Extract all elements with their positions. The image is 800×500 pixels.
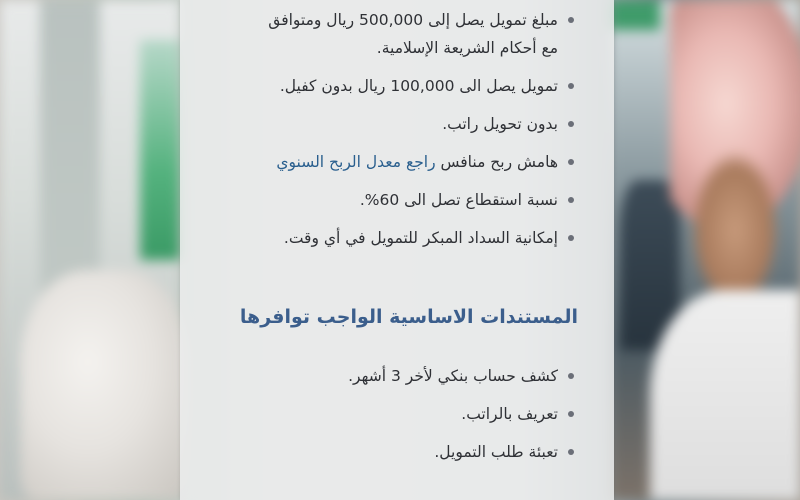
- list-item: [434, 442, 574, 462]
- list-item: [348, 366, 574, 386]
- list-item-text: نسبة استقطاع تصل الى 60%.: [359, 191, 558, 209]
- bullet-icon: [568, 121, 574, 127]
- card-content: [180, 0, 614, 500]
- bullet-icon: [568, 159, 574, 165]
- documents-section-title: المستندات الاساسية الواجب توافرها: [239, 306, 578, 328]
- bullet-icon: [568, 197, 574, 203]
- list-item: [284, 228, 574, 248]
- list-item-text: إمكانية السداد المبكر للتمويل في أي وقت.: [283, 229, 558, 247]
- bullet-icon: [568, 373, 574, 379]
- bullet-icon: [568, 83, 574, 89]
- list-item-text: بدون تحويل راتب.: [442, 115, 558, 133]
- list-item-text: مبلغ تمويل يصل إلى 500,000 ريال ومتوافق: [268, 11, 558, 29]
- list-item: [360, 190, 574, 210]
- list-item-text: كشف حساب بنكي لأخر 3 أشهر.: [348, 367, 558, 385]
- list-item-text: تمويل يصل الى 100,000 ريال بدون كفيل.: [279, 77, 558, 95]
- bullet-icon: [568, 235, 574, 241]
- list-item: [280, 76, 574, 96]
- background-right-green-sign: [610, 0, 660, 30]
- annual-profit-rate-link[interactable]: راجع معدل الربح السنوي: [276, 153, 436, 171]
- list-item: [276, 152, 574, 172]
- list-item-text: تعريف بالراتب.: [461, 405, 558, 423]
- bullet-icon: [568, 17, 574, 23]
- info-card: [180, 0, 614, 500]
- background-person-right: [650, 290, 800, 500]
- bullet-icon: [568, 449, 574, 455]
- background-face: [690, 150, 780, 310]
- background-green-sign: [140, 40, 180, 260]
- list-item-text: تعبئة طلب التمويل.: [434, 443, 558, 461]
- background-person-left: [20, 270, 190, 500]
- list-item: [442, 114, 574, 134]
- list-item-continuation: مع أحكام الشريعة الإسلامية.: [376, 39, 558, 57]
- list-item: [268, 10, 574, 30]
- list-item: [461, 404, 574, 424]
- list-item-text: هامش ربح منافس: [435, 153, 558, 171]
- bullet-icon: [568, 411, 574, 417]
